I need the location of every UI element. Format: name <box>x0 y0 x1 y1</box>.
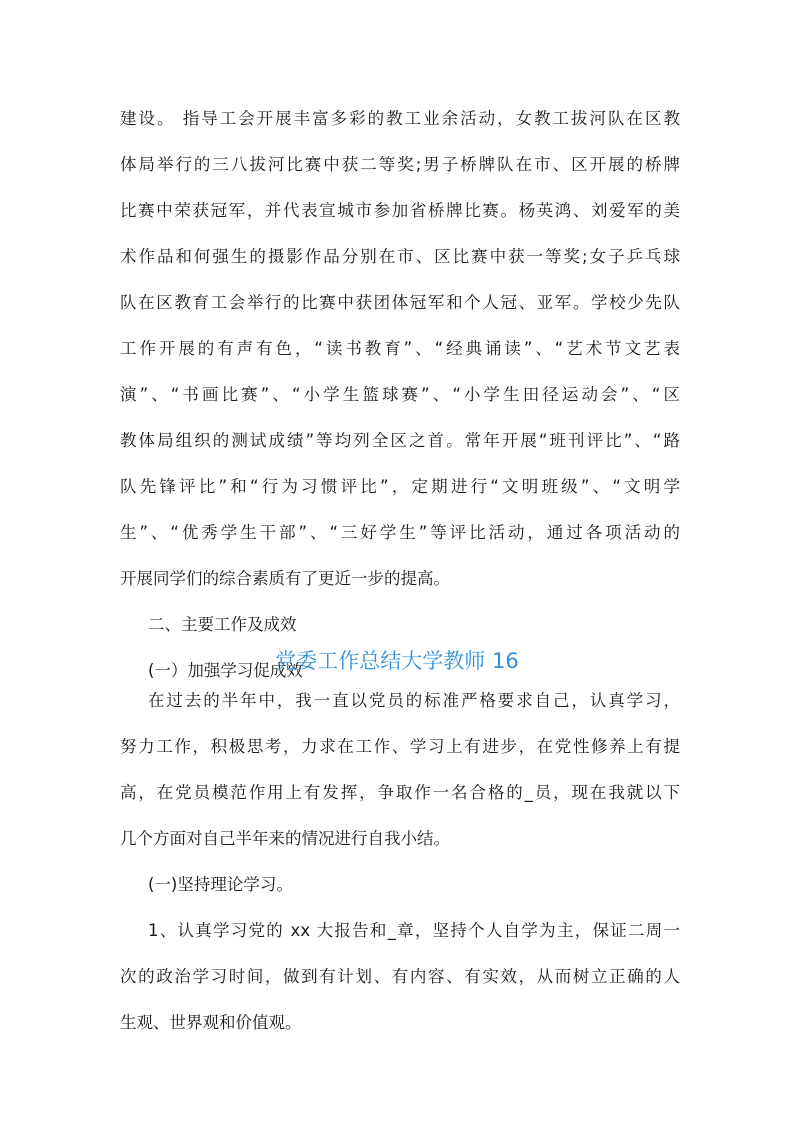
text-line: 努力工作，积极思考，力求在工作、学习上有进步，在党性修养上有提 <box>120 737 680 756</box>
text-line: 队先锋评比”和“行为习惯评比”，定期进行“文明班级”、“文明学 <box>120 477 680 496</box>
sub-title: (一)坚持理论学习。 <box>148 875 293 894</box>
text-line: 术作品和何强生的摄影作品分别在市、区比赛中获一等奖;女子乒乓球 <box>120 247 680 266</box>
text-line: 演”、“书画比赛”、“小学生篮球赛”、“小学生田径运动会”、“区 <box>120 385 680 404</box>
text-line: 队在区教育工会举行的比赛中获团体冠军和个人冠、亚军。学校少先队 <box>120 293 680 312</box>
section-title: 二、主要工作及成效 <box>148 615 297 634</box>
text-line: 高，在党员模范作用上有发挥，争取作一名合格的_员，现在我就以下 <box>120 783 680 802</box>
text-line: 几个方面对自己半年来的情况进行自我小结。 <box>120 829 450 848</box>
text-line: 比赛中荣获冠军，并代表宣城市参加省桥牌比赛。杨英鸿、刘爱军的美 <box>120 201 680 220</box>
text-line: 开展同学们的综合素质有了更近一步的提高。 <box>120 569 450 588</box>
article-heading: 党委工作总结大学教师 16 <box>275 649 519 673</box>
text-line: 生观、世界观和价值观。 <box>120 1013 302 1032</box>
text-line: 1、认真学习党的 xx 大报告和_章，坚持个人自学为主，保证二周一 <box>148 921 680 940</box>
sub-title: (一）加强学习促成效 <box>148 661 303 680</box>
text-line: 在过去的半年中，我一直以党员的标准严格要求自己，认真学习， <box>148 691 680 710</box>
paragraph-activities <box>120 96 680 694</box>
text-line: 教体局组织的测试成绩”等均列全区之首。常年开展“班刊评比”、“路 <box>120 431 680 450</box>
text-line: 生”、“优秀学生干部”、“三好学生”等评比活动，通过各项活动的 <box>120 523 680 542</box>
text-line: 建设。 指导工会开展丰富多彩的教工业余活动，女教工拔河队在区教 <box>120 109 680 128</box>
text-line: 工作开展的有声有色，“读书教育”、“经典诵读”、“艺术节文艺表 <box>120 339 680 358</box>
paragraph-summary <box>120 678 680 1046</box>
text-line: 体局举行的三八拔河比赛中获二等奖;男子桥牌队在市、区开展的桥牌 <box>120 155 680 174</box>
text-line: 次的政治学习时间，做到有计划、有内容、有实效，从而树立正确的人 <box>120 967 680 986</box>
